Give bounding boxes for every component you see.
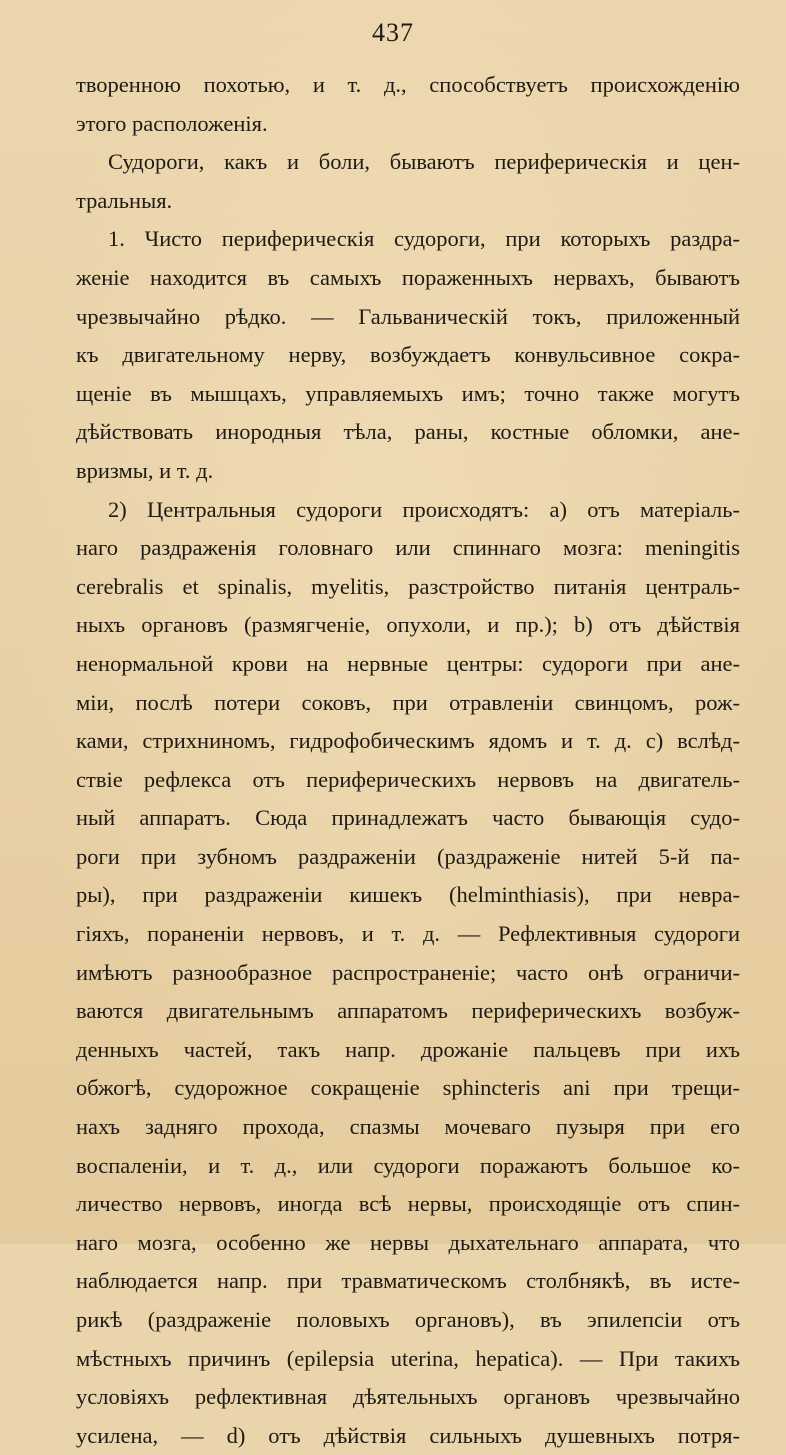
page-body-text — [76, 66, 740, 1455]
text-line: дѣйствовать инородныя тѣла, раны, костные обломки, ане- — [76, 419, 740, 445]
text-line: ками, стрихниномъ, гидрофобическимъ ядомъ и т. д. c) вслѣд- — [76, 728, 740, 754]
text-line: личество нервовъ, иногда всѣ нервы, происходящіе отъ спин- — [76, 1191, 740, 1217]
text-line: условіяхъ рефлективная дѣятельныхъ органовъ чрезвычайно — [76, 1384, 740, 1410]
page-number: 437 — [372, 18, 414, 47]
text-line: роги при зубномъ раздраженіи (раздраженіе нитей 5-й па- — [76, 843, 740, 869]
text-line: воспаленіи, и т. д., или судороги поражаютъ большое ко- — [76, 1152, 740, 1178]
text-line: рикѣ (раздраженіе половыхъ органовъ), въ эпилепсіи отъ — [76, 1307, 740, 1332]
text-line: Судороги, какъ и боли, бываютъ периферическія и цен- — [108, 149, 740, 175]
text-line: ваются двигательнымъ аппаратомъ периферическихъ возбуж- — [76, 998, 740, 1024]
text-line: вризмы, и т. д. — [76, 457, 214, 483]
text-line: творенною похотью, и т. д., способствуетъ происхожденію — [76, 72, 740, 97]
text-line: ныхъ органовъ (размягченіе, опухоли, и пр.); b) отъ дѣйствія — [76, 612, 740, 638]
text-line: ный аппаратъ. Сюда принадлежатъ часто бывающія судо- — [76, 805, 740, 831]
text-line: обжогѣ, судорожное сокращеніе sphincteris ani при трещи- — [76, 1075, 740, 1101]
text-line: ненормальной крови на нервные центры: судороги при ане- — [76, 650, 740, 676]
text-line: ствіе рефлекса отъ периферическихъ нервовъ на двигатель- — [76, 766, 740, 792]
text-line: этого расположенія. — [76, 110, 268, 136]
text-line: нахъ задняго прохода, спазмы мочеваго пузыря при его — [76, 1114, 740, 1140]
text-line: міи, послѣ потери соковъ, при отравленіи свинцомъ, рож- — [76, 689, 740, 715]
text-line: наблюдается напр. при травматическомъ столбнякѣ, въ исте- — [76, 1268, 740, 1294]
text-line: женіе находится въ самыхъ пораженныхъ нервахъ, бываютъ — [76, 264, 740, 290]
text-line: наго раздраженія головнаго или спиннаго мозга: meningitis — [76, 535, 740, 561]
text-line: чрезвычайно рѣдко. — Гальваническій токъ, приложенный — [76, 303, 740, 329]
text-line: cerebralis et spinalis, myelitis, разстройство питанія централь- — [76, 573, 740, 599]
text-line: усилена, — d) отъ дѣйствія сильныхъ душевныхъ потря- — [76, 1422, 740, 1448]
text-line: тральныя. — [76, 187, 173, 213]
text-line: ры), при раздраженіи кишекъ (helminthiasis), при невра- — [76, 882, 740, 908]
text-line: имѣютъ разнообразное распространеніе; часто онѣ ограничи- — [76, 959, 740, 985]
text-line: къ двигательному нерву, возбуждаетъ конвульсивное сокра- — [76, 342, 740, 368]
text-line: гіяхъ, пораненіи нервовъ, и т. д. — Рефлективныя судороги — [76, 921, 740, 947]
text-line: денныхъ частей, такъ напр. дрожаніе пальцевъ при ихъ — [76, 1036, 740, 1062]
text-line: щеніе въ мышцахъ, управляемыхъ имъ; точно также могутъ — [76, 380, 740, 406]
text-line: наго мозга, особенно же нервы дыхательнаго аппарата, что — [76, 1229, 740, 1255]
text-line: 2) Центральныя судороги происходятъ: a) отъ матеріаль- — [108, 496, 740, 522]
text-line: 1. Чисто периферическія судороги, при которыхъ раздра- — [108, 226, 740, 252]
text-line: мѣстныхъ причинъ (epilepsia uterina, hepatica). — При такихъ — [76, 1345, 740, 1371]
